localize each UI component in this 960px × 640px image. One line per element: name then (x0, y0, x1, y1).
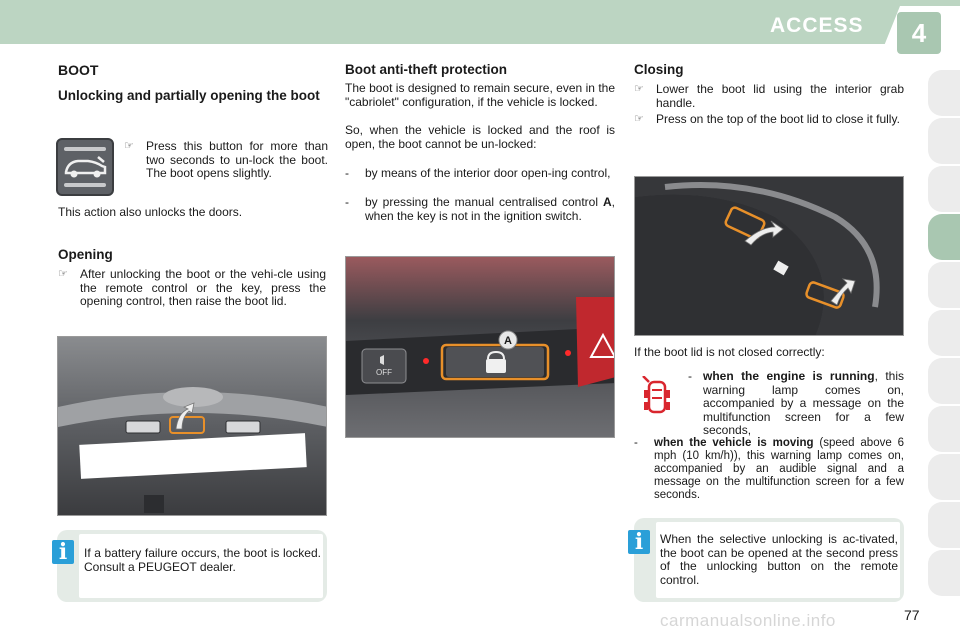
anti-theft-p2: So, when the vehicle is locked and the roof is open, the boot cannot be un-locked: (345, 123, 615, 151)
dash-marker: - (345, 166, 349, 180)
dash-marker: - (345, 195, 349, 209)
boot-lid-interior-photo (634, 176, 904, 336)
control-label-a: A (504, 335, 512, 347)
dash-marker: - (688, 369, 692, 383)
boot-rear-photo (57, 336, 327, 516)
side-tab-5[interactable] (928, 262, 960, 308)
not-closed-text: If the boot lid is not closed correctly: (634, 345, 825, 359)
page-number: 77 (904, 607, 920, 623)
anti-theft-p1: The boot is designed to remain secure, even in the "cabriolet" configuration, if the vehicle is locked. (345, 81, 615, 109)
warning-dash-engine: - when the engine is running, this warning lamp comes on, accompanied by a message on the multifunction screen for a few seconds, (688, 369, 904, 437)
info-icon: i (628, 530, 650, 554)
unlocking-heading: Unlocking and partially opening the boot (58, 88, 320, 103)
anti-theft-dash-1: - by means of the interior door open-ing control, (345, 166, 611, 180)
info-icon: i (52, 540, 74, 564)
dash-marker: - (634, 437, 638, 449)
hand-bullet-icon: ☞ (634, 113, 644, 125)
chapter-title: ACCESS (770, 14, 864, 37)
anti-theft-heading: Boot anti-theft protection (345, 62, 507, 77)
side-tab-3[interactable] (928, 166, 960, 212)
hand-bullet-icon: ☞ (58, 268, 68, 280)
central-control-photo (345, 256, 615, 438)
section-title-boot: BOOT (58, 62, 99, 78)
side-tab-11[interactable] (928, 550, 960, 596)
hand-bullet-icon: ☞ (634, 83, 644, 95)
side-tab-2[interactable] (928, 118, 960, 164)
hand-bullet-icon: ☞ (124, 140, 134, 152)
side-tab-active[interactable] (928, 214, 960, 260)
opening-bullet: ☞ After unlocking the boot or the vehi-cle using the remote control or the key, press the opening control, then raise the boot lid. (58, 267, 326, 308)
warning-dash-moving: - when the vehicle is moving (speed above 6 mph (10 km/h)), this warning lamp comes on, accompanied by an audible signal and a message on the multifunction screen for a few seconds. (634, 437, 904, 501)
info-selective-text: When the selective unlocking is ac-tivated, the boot can be opened at the second press of the unlocking button on the remote control. (660, 532, 898, 587)
side-tab-1[interactable] (928, 70, 960, 116)
watermark-text: carmanualsonline.info (660, 611, 836, 630)
off-button-label: OFF (376, 368, 392, 377)
unlock-bullet: ☞ Press this button for more than two seconds to un-lock the boot. The boot opens slightly. (124, 139, 328, 180)
side-tab-7[interactable] (928, 358, 960, 404)
closing-heading: Closing (634, 62, 684, 77)
unlock-note: This action also unlocks the doors. (58, 205, 243, 219)
closing-bullet-1: ☞ Lower the boot lid using the interior grab handle. (634, 82, 904, 110)
closing-bullet-2: ☞ Press on the top of the boot lid to close it fully. (634, 112, 900, 126)
side-tab-6[interactable] (928, 310, 960, 356)
anti-theft-dash-2: - by pressing the manual centralised control A, when the key is not in the ignition switch. (345, 195, 615, 223)
open-boot-warning-icon (640, 376, 674, 418)
side-tab-10[interactable] (928, 502, 960, 548)
chapter-number: 4 (897, 12, 941, 54)
boot-button-icon (56, 138, 114, 196)
info-battery-text: If a battery failure occurs, the boot is locked. Consult a PEUGEOT dealer. (84, 546, 321, 574)
opening-heading: Opening (58, 247, 113, 262)
side-tab-8[interactable] (928, 406, 960, 452)
side-tab-9[interactable] (928, 454, 960, 500)
